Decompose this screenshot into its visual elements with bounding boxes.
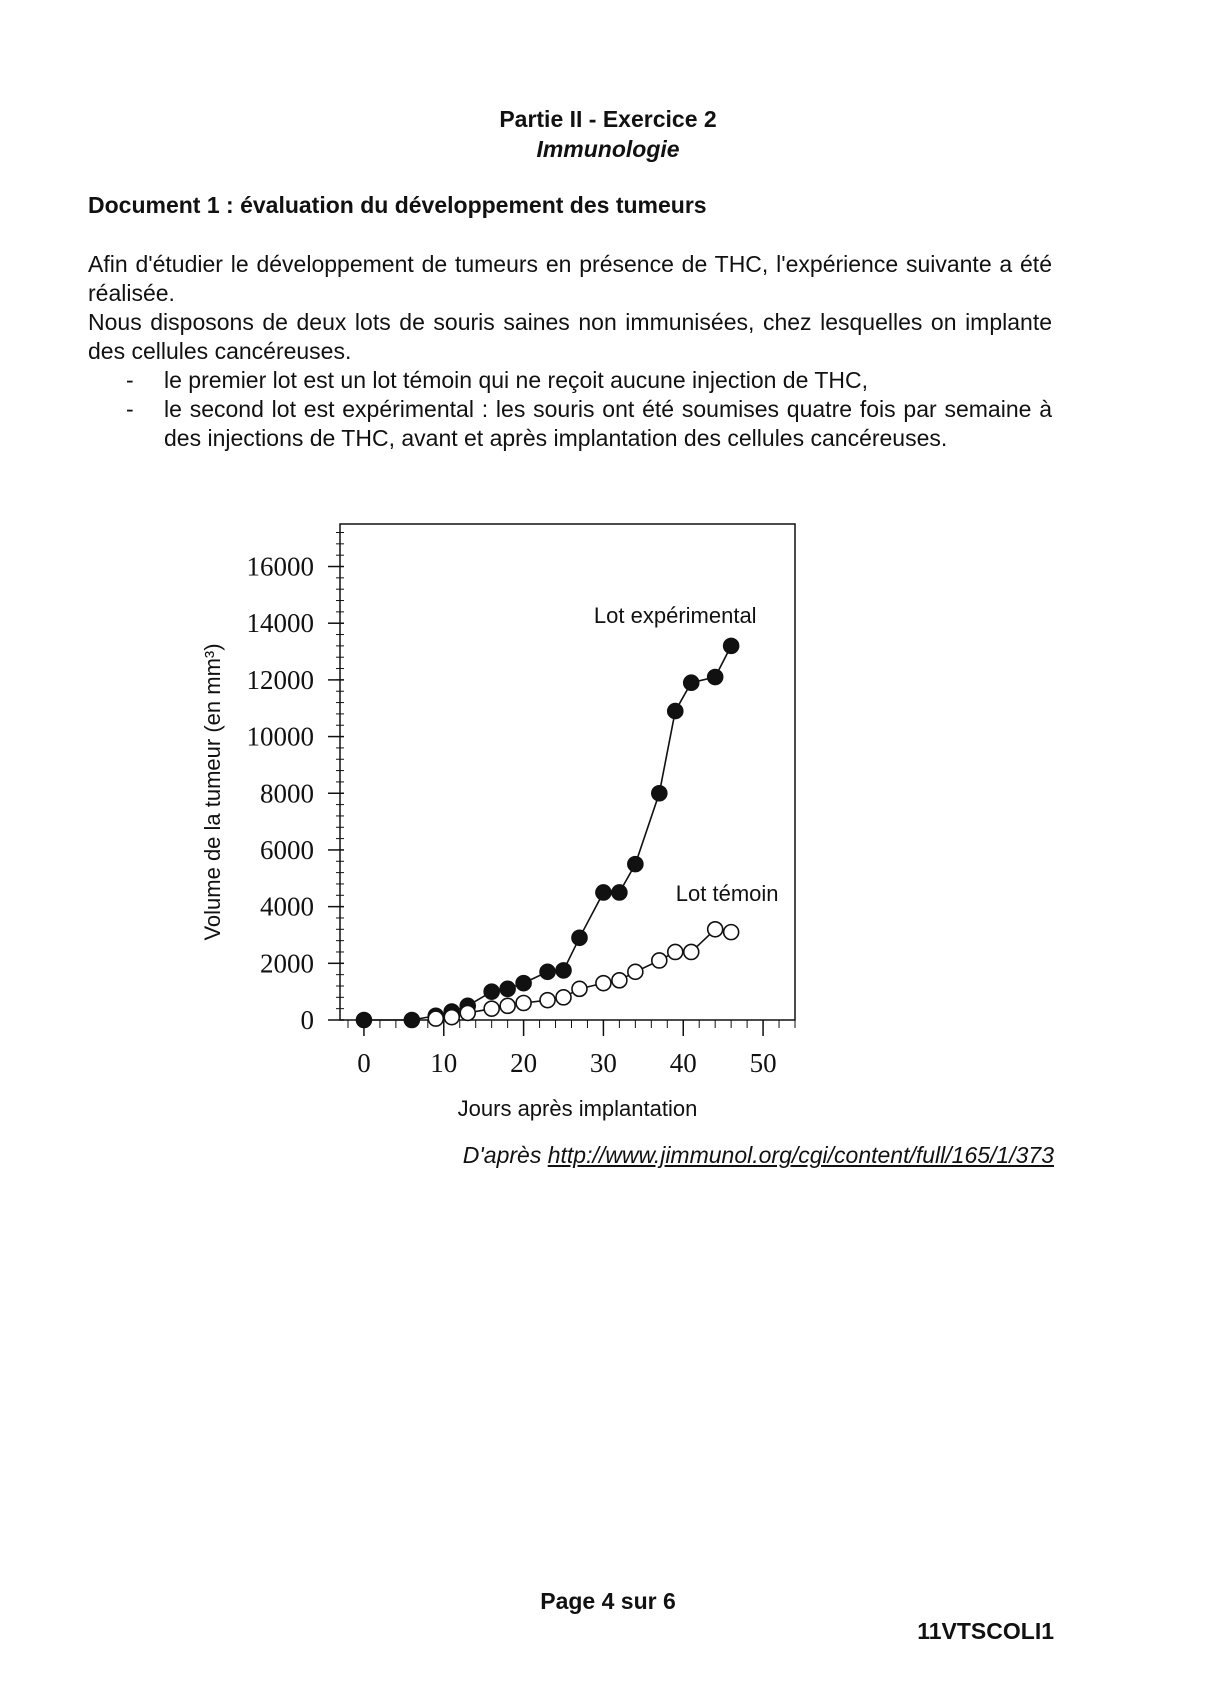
data-point-control <box>572 981 587 996</box>
y-tick-label: 16000 <box>246 551 314 582</box>
x-tick-label: 0 <box>357 1048 371 1078</box>
data-point-experimental <box>596 885 611 900</box>
source-url[interactable]: http://www.jimmunol.org/cgi/content/full/165/1/373 <box>547 1142 1054 1168</box>
data-point-experimental <box>724 638 739 653</box>
subject-title: Immunologie <box>536 136 680 162</box>
x-axis-label: Jours après implantation <box>457 1096 698 1121</box>
list-dash: - <box>126 367 134 393</box>
y-tick-label: 2000 <box>260 948 314 979</box>
data-point-experimental <box>708 670 723 685</box>
data-point-experimental <box>628 857 643 872</box>
bullet-text-experimental: le second lot est expérimental : les souris ont été soumises quatre fois par semaine à des injections de THC, avant et après implantation des cellules cancéreuses. <box>164 396 1052 451</box>
part-title: Partie II - Exercice 2 <box>499 106 717 132</box>
series-label-control: Lot témoin <box>675 880 779 906</box>
series-layer <box>356 638 738 1027</box>
x-tick-label: 50 <box>749 1048 777 1078</box>
data-point-experimental <box>668 704 683 719</box>
data-point-control <box>652 953 667 968</box>
data-point-control <box>484 1001 499 1016</box>
x-tick-label: 10 <box>430 1048 458 1078</box>
source-citation <box>463 1142 1054 1169</box>
y-axis-ticks <box>247 552 345 1035</box>
intro-paragraph-2: Nous disposons de deux lots de souris saines non immunisées, chez lesquelles on implante des cellules cancéreuses. <box>88 309 1052 364</box>
list-dash: - <box>126 396 134 422</box>
x-tick-label: 20 <box>510 1048 538 1078</box>
data-point-control <box>516 995 531 1010</box>
y-axis-label: Volume de la tumeur (en mm³) <box>200 643 225 941</box>
document-heading: Document 1 : évaluation du développement des tumeurs <box>88 192 707 218</box>
y-tick-label: 14000 <box>246 608 314 639</box>
data-point-experimental <box>516 976 531 991</box>
bullet-text-control: le premier lot est un lot témoin qui ne reçoit aucune injection de THC, <box>164 367 869 393</box>
data-point-control <box>556 990 571 1005</box>
chart-svg <box>190 510 910 1130</box>
data-point-control <box>500 998 515 1013</box>
list-item <box>88 366 1052 395</box>
data-point-experimental <box>500 981 515 996</box>
intro-paragraph-1: Afin d'étudier le développement de tumeurs en présence de THC, l'expérience suivante a été réalisée. <box>88 251 1052 306</box>
intro-text <box>88 250 1052 453</box>
y-tick-label: 10000 <box>246 721 314 752</box>
x-tick-label: 30 <box>589 1048 617 1078</box>
data-point-experimental <box>556 963 571 978</box>
data-point-experimental <box>356 1013 371 1028</box>
data-point-experimental <box>540 964 555 979</box>
data-point-experimental <box>572 930 587 945</box>
data-point-control <box>428 1011 443 1026</box>
title-block <box>0 104 1216 164</box>
y-tick-label: 0 <box>300 1005 314 1035</box>
x-tick-label: 40 <box>669 1048 697 1078</box>
data-point-experimental <box>652 786 667 801</box>
data-point-experimental <box>612 885 627 900</box>
data-point-control <box>596 976 611 991</box>
data-point-experimental <box>404 1013 419 1028</box>
data-point-control <box>540 993 555 1008</box>
list-item <box>88 395 1052 453</box>
data-point-experimental <box>484 984 499 999</box>
y-tick-label: 6000 <box>260 834 314 865</box>
plot-frame <box>340 524 795 1020</box>
data-point-control <box>684 944 699 959</box>
tumor-volume-chart <box>190 510 910 1130</box>
condition-list <box>88 366 1052 453</box>
series-label-experimental: Lot expérimental <box>593 603 757 629</box>
source-prefix: D'après <box>462 1142 542 1168</box>
page-number: Page 4 sur 6 <box>540 1588 676 1614</box>
data-point-control <box>708 922 723 937</box>
data-point-control <box>628 964 643 979</box>
data-point-control <box>460 1005 475 1020</box>
y-tick-label: 4000 <box>260 891 314 922</box>
x-axis-ticks <box>357 1020 776 1078</box>
data-point-control <box>724 925 739 940</box>
data-point-control <box>612 973 627 988</box>
y-tick-label: 8000 <box>260 778 314 809</box>
data-point-control <box>668 944 683 959</box>
y-tick-label: 12000 <box>246 664 314 695</box>
data-point-control <box>444 1010 459 1025</box>
exam-code: 11VTSCOLI1 <box>917 1618 1054 1644</box>
data-point-experimental <box>684 675 699 690</box>
